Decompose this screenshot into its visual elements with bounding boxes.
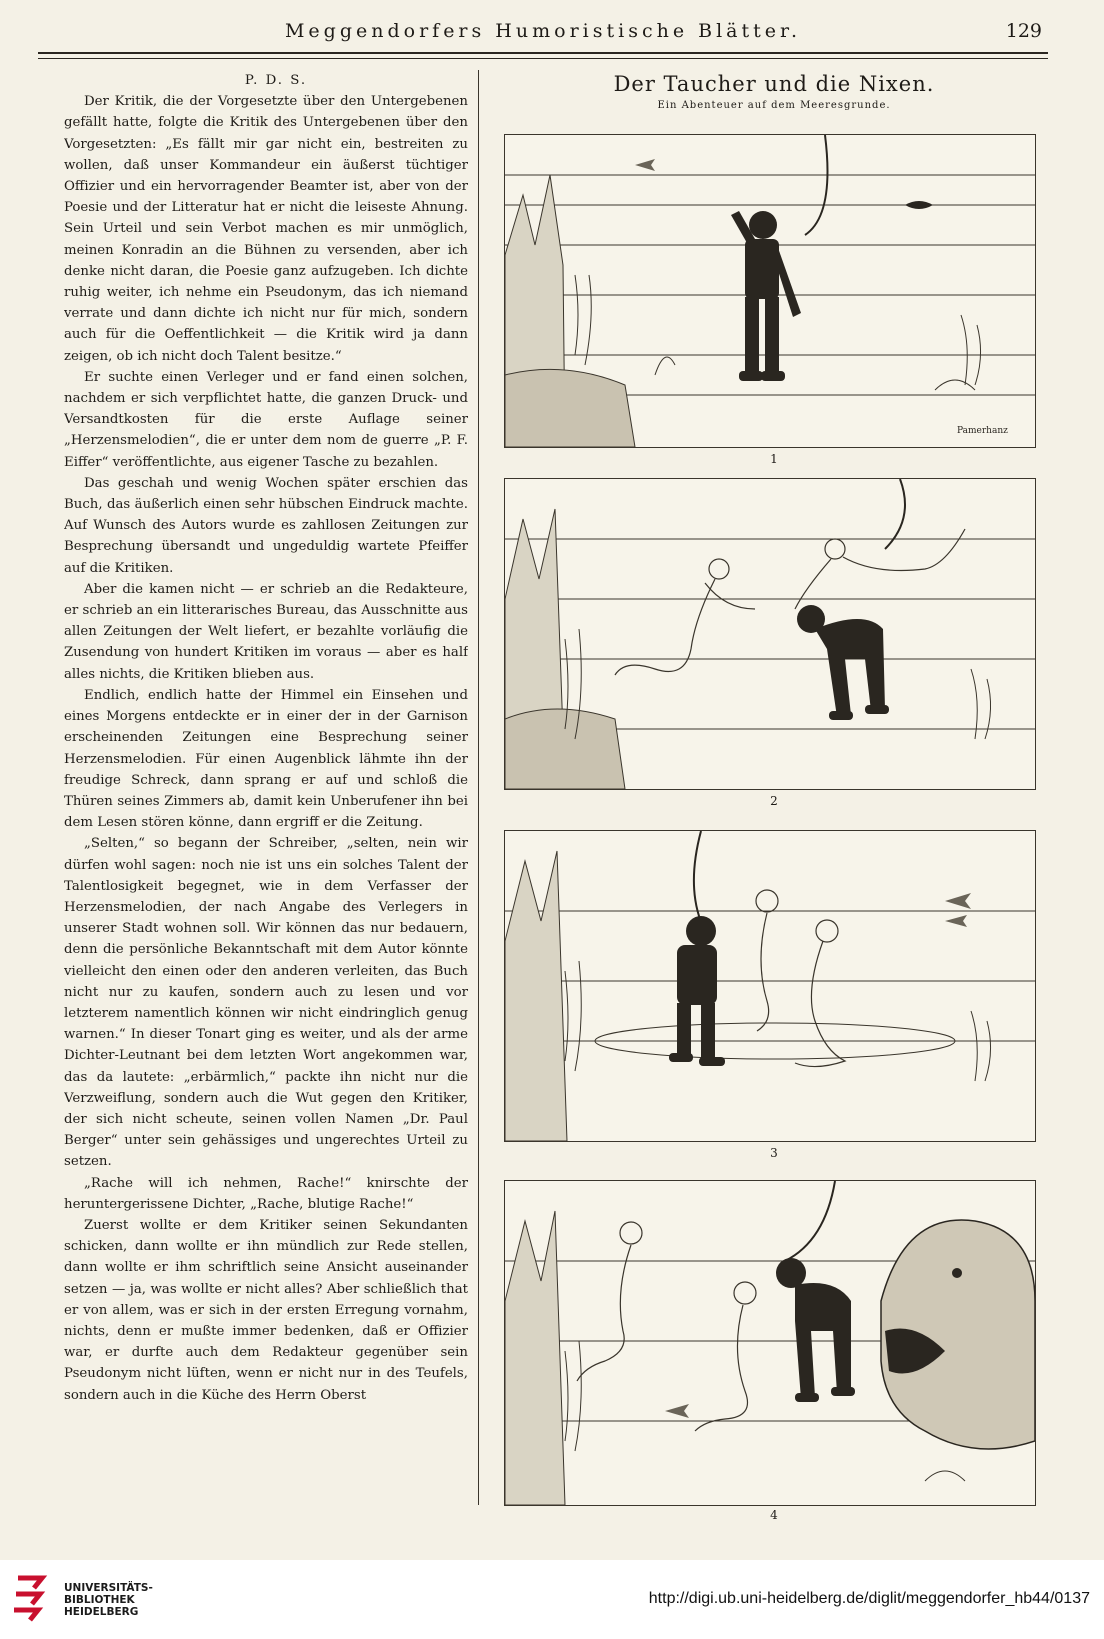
- article-signature: P. D. S.: [244, 73, 308, 88]
- comic-title: Der Taucher und die Nixen.: [613, 72, 935, 96]
- column-divider: [478, 70, 479, 1505]
- comic-subtitle: Ein Abenteuer auf dem Meeresgrunde.: [657, 100, 891, 111]
- article-paragraph: Das geschah und wenig Wochen später erschien das Buch, das äußerlich einen sehr hübschen Eindruck machte. Auf Wunsch des Autors wurde es zahllosen Zeitungen zur Besprechung übersandt und ungeduldig wartete Pfeiffer auf die Kritiken.: [64, 475, 468, 576]
- comic-panel-3: [504, 830, 1036, 1142]
- panel-number: 1: [770, 452, 778, 466]
- article-paragraph: Zuerst wollte er dem Kritiker seinen Sekundanten schicken, dann wollte er ihn mündlich zur Rede stellen, dann wollte er ihm schriftlich seine Ansicht auseinander setzen — ja, was wollte er nicht alles? Aber schließlich that er von allem, was er sich in der ersten Erregung vornahm, nichts, denn er mußte immer bedenken, daß er Offizier war, er durfte auch dem Redakteur gegenüber sein Pseudonym nicht lüften, wenn er nicht nur in des Teufels, sondern auch in die Küche des Herrn Oberst: [64, 1217, 468, 1403]
- page-number: 129: [1005, 20, 1042, 42]
- library-name: UNIVERSITÄTS- BIBLIOTHEK HEIDELBERG: [64, 1582, 153, 1618]
- footer-bar: [0, 1560, 1104, 1639]
- panel-2-illustration: [505, 479, 1035, 789]
- comic-panel-2: [504, 478, 1036, 790]
- running-head: [38, 18, 1048, 48]
- panel-number: 3: [770, 1146, 778, 1160]
- university-library-logo: [12, 1568, 58, 1628]
- panel-4-illustration: [505, 1181, 1035, 1505]
- article-paragraph: Der Kritik, die der Vorgesetzte über den Untergebenen gefällt hatte, folgte die Kritik des Untergebenen über den Vorgesetzten: „Es fällt mir gar nicht ein, bestreiten zu wollen, daß unser Kommandeur ein äußerst tüchtiger Offizier und ein hervorragender Beamter ist, aber von der Poesie und der Litteratur hat er nicht die leiseste Ahnung. Sein Urteil und sein Verbot machen es mir unmöglich, meinen Konradin an die Bühnen zu versenden, aber ich denke nicht daran, die Poesie ganz aufzugeben. Ich dichte ruhig weiter, ich nehme ein Pseudonym, das ich niemand verrate und dann dichte ich nicht nur für mich, sondern auch für die Oeffentlichkeit — die Kritik wird ja dann zeigen, ob ich nicht doch Talent besitze.“: [64, 94, 468, 364]
- article-paragraph: Aber die kamen nicht — er schrieb an die Redakteure, er schrieb an ein litterarisches Bureau, das Ausschnitte aus allen Zeitungen der Welt liefert, er bezahlte vorläufig die Zusendung von hundert Kritiken im voraus — aber es half alles nichts, die Kritiken blieben aus.: [64, 581, 468, 682]
- running-title: Meggendorfers Humoristische Blätter.: [284, 20, 802, 42]
- article-paragraph: „Rache will ich nehmen, Rache!“ knirschte der heruntergerissene Dichter, „Rache, blutige Rache!“: [64, 1175, 468, 1212]
- panel-number: 4: [770, 1508, 778, 1522]
- comic-panel-1: [504, 134, 1036, 448]
- panel-1-illustration: [505, 135, 1035, 447]
- comic-panel-4: [504, 1180, 1036, 1506]
- panel-3-illustration: [505, 831, 1035, 1141]
- article-paragraph: „Selten,“ so begann der Schreiber, „selten, nein wir dürfen wohl sagen: noch nie ist uns ein solches Talent der Talentlosigkeit begegnet, wie in dem Verfasser der Herzensmelodien, der nach Angabe des Verlegers in unserer Stadt wohnen soll. Wir können das nur bedauern, denn die persönliche Bekanntschaft mit dem Autor könnte vielleicht den einen oder den anderen verleiten, das Buch nicht nur zu kaufen, sondern auch zu lesen und vor letzterem namentlich können wir nicht eindringlich genug warnen.“ In dieser Tonart ging es weiter, und als der arme Dichter-Leutnant bei dem letzten Wort angekommen war, das da lautete: „erbärmlich,“ packte ihn nicht nur die Verzweiflung, sondern auch die Wut gegen den Kritiker, der sich nicht scheute, seinen vollen Namen „Dr. Paul Berger“ unter sein gehässiges und ungerechtes Urteil zu setzen.: [64, 836, 468, 1170]
- article-paragraph: Endlich, endlich hatte der Himmel ein Einsehen und eines Morgens entdeckte er in einer der in der Garnison erscheinenden Zeitungen eine Besprechung seiner Herzensmelodien. Für einen Augenblick lähmte ihn der freudige Schreck, dann sprang er auf und schloß die Thüren seines Zimmers ab, damit kein Unberufener ihn bei dem Lesen stören könne, dann ergriff er die Zeitung.: [64, 687, 468, 831]
- comic-column: [498, 70, 1050, 1520]
- source-url[interactable]: http://digi.ub.uni-heidelberg.de/diglit/meggendorfer_hb44/0137: [648, 1590, 1090, 1607]
- article-paragraph: Er suchte einen Verleger und er fand einen solchen, nachdem er sich verpflichtet hatte, die ganzen Druck- und Versandtkosten für die erste Auflage seiner „Herzensmelodien“, die er unter dem nom de guerre „P. F. Eiffer“ veröffentlichte, aus eigener Tasche zu bezahlen.: [64, 369, 468, 470]
- article-column: [64, 70, 468, 1510]
- panel-1-signature: Pamerhanz: [957, 426, 1008, 436]
- header-rule: [38, 52, 1048, 59]
- panel-number: 2: [770, 794, 778, 808]
